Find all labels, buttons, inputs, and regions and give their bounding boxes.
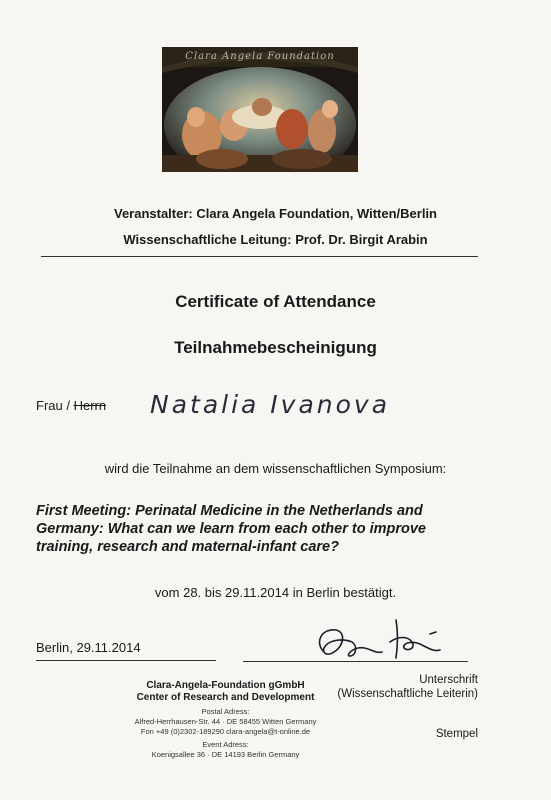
dates-text: vom 28. bis 29.11.2014 in Berlin bestätigt. xyxy=(154,585,397,600)
painting-caption: Clara Angela Foundation xyxy=(185,51,335,62)
footer-event-label: Event Adress: xyxy=(202,740,249,749)
salutation-frau: Frau xyxy=(36,398,63,413)
stamp-label: Stempel xyxy=(435,728,478,740)
salutation-separator: / xyxy=(62,398,74,413)
salutation-herr-struck: Herrn xyxy=(73,398,107,413)
footer-address xyxy=(113,680,338,760)
footer-event-address: Koenigsallee 36 · DE 14193 Berlin Germany xyxy=(151,750,300,759)
header-painting xyxy=(162,47,358,172)
footer-org-name: Clara-Angela-Foundation gGmbH xyxy=(146,680,305,691)
symposium-line: Germany: What can we learn from each other to improve xyxy=(36,521,426,537)
intro-text: wird die Teilnahme an dem wissenschaftlichen Symposium: xyxy=(104,461,447,476)
footer-postal-address: Alfred-Herrhausen-Str. 44 · DE 58455 Witten Germany xyxy=(134,717,317,726)
title-english: Certificate of Attendance xyxy=(175,292,376,311)
footer-org-dept: Center of Research and Development xyxy=(136,692,315,703)
recipient-name-handwritten: Natalia Ivanova xyxy=(150,390,391,419)
symposium-title xyxy=(36,502,516,556)
footer-contact: Fon +49 (0)2302-189290 clara-angela@t-online.de xyxy=(140,727,311,736)
signature-line xyxy=(243,661,468,662)
signature-role-label: (Wissenschaftliche Leiterin) xyxy=(337,688,478,700)
place-date-line xyxy=(36,660,216,661)
footer-postal-label: Postal Adress: xyxy=(201,707,250,716)
salutation xyxy=(36,398,106,413)
signature-label: Unterschrift xyxy=(419,674,478,686)
place-date: Berlin, 29.11.2014 xyxy=(36,640,141,655)
scientific-lead-line: Wissenschaftliche Leitung: Prof. Dr. Birgit Arabin xyxy=(123,232,428,247)
symposium-line: First Meeting: Perinatal Medicine in the Netherlands and xyxy=(36,503,423,519)
symposium-line: training, research and maternal-infant care? xyxy=(36,539,339,555)
fresco-image xyxy=(162,47,358,172)
header-divider xyxy=(41,256,478,257)
title-german: Teilnahmebescheinigung xyxy=(174,338,377,357)
organizer-line: Veranstalter: Clara Angela Foundation, Witten/Berlin xyxy=(113,206,437,221)
